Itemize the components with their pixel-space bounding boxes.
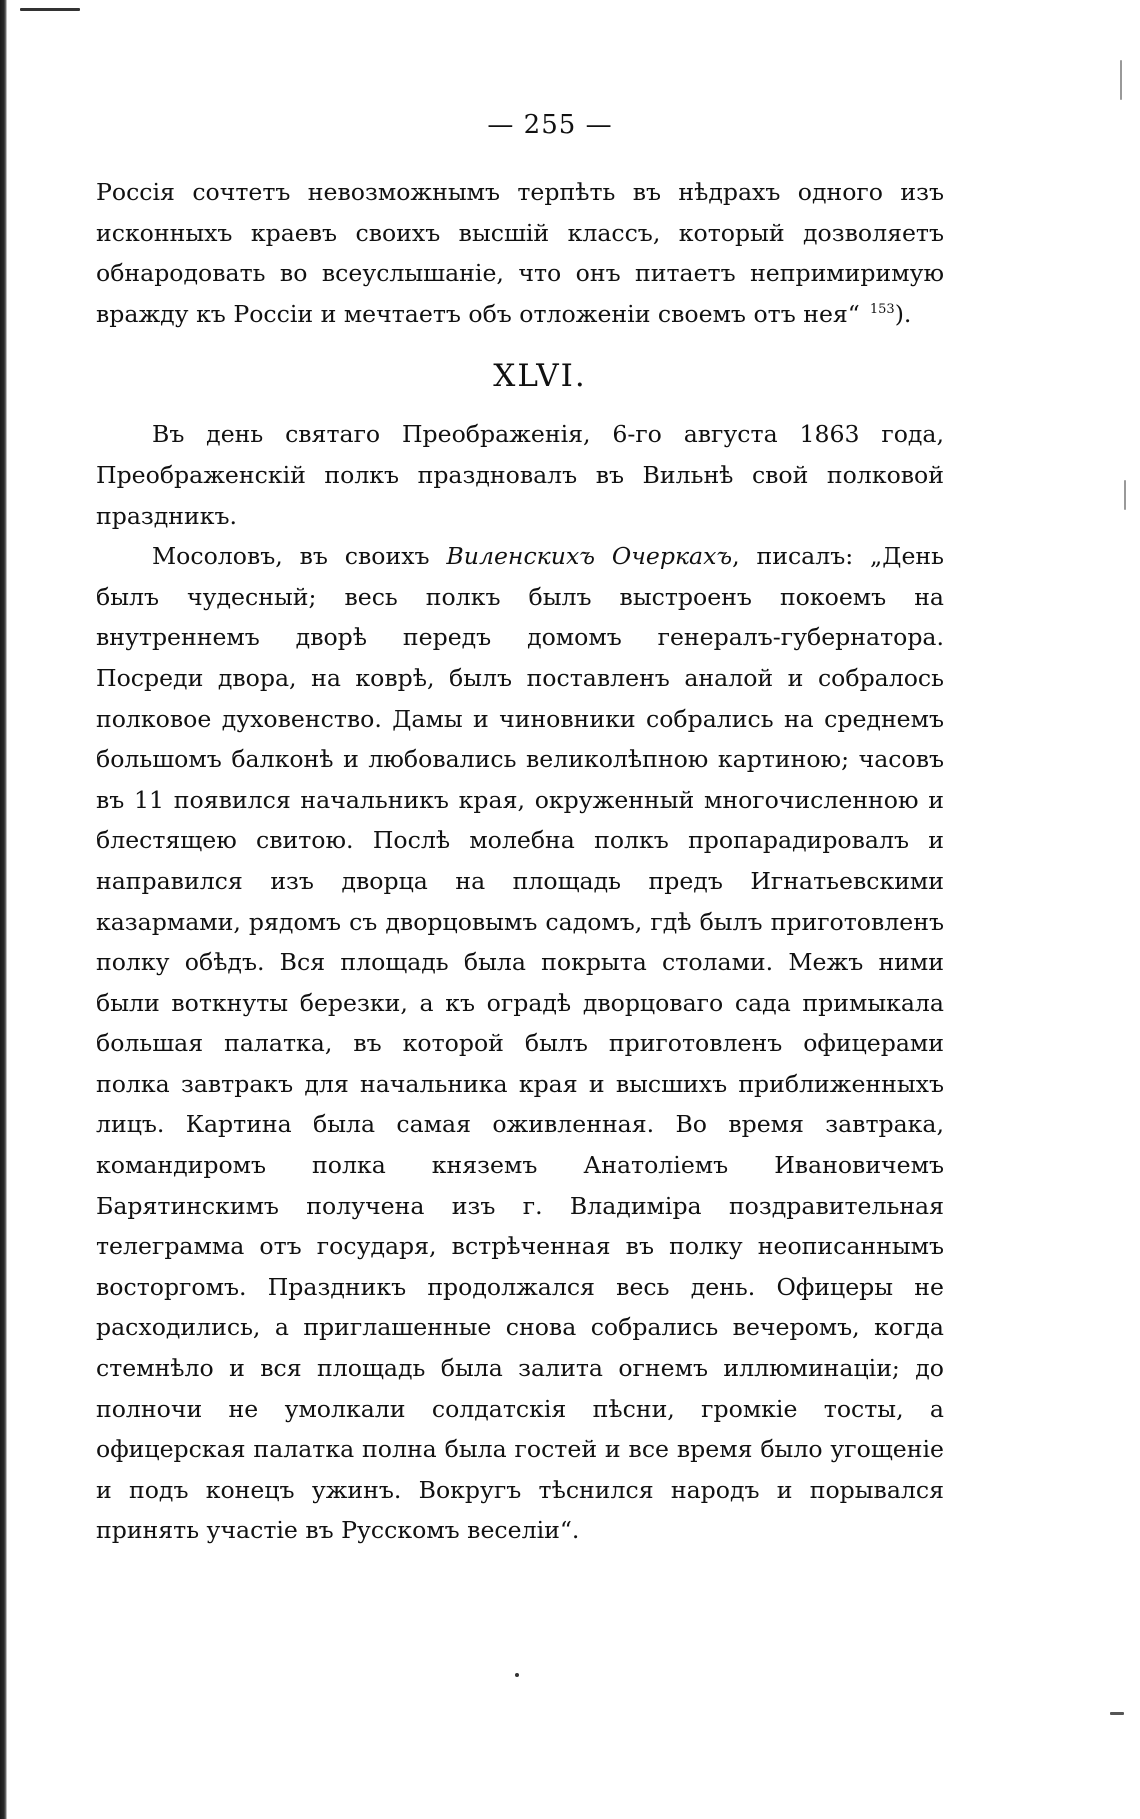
work-title: Виленскихъ Очеркахъ [446,542,733,571]
paragraph-2-lead: Мосоловъ, въ своихъ [152,542,447,571]
scan-speck [1124,480,1126,510]
continuation-tail: ). [894,299,912,328]
scan-edge [0,0,7,1819]
closing-quote: “ [847,299,860,328]
page-number: — 255 — [487,110,613,140]
paragraph-1: Въ день святаго Преображенія, 6-го августа 1863 года, Преображенскій полкъ праздновалъ въ Вильнѣ свой полковой праздникъ. [96,420,944,530]
chapter-heading: XLVI. [493,358,587,395]
paragraph-2-body: , писалъ: „День былъ чудесный; весь полкъ былъ выстроенъ покоемъ на внутреннемъ дворѣ передъ домомъ генералъ-губернатора. Посреди двора, на коврѣ, былъ поставленъ аналой и собралось полковое духовенство. Дамы и чиновники собрались на среднемъ большомъ балконѣ и любовались великолѣпною картиною; часовъ въ 11 появился начальникъ края, окруженный многочисленною и блестящею свитою. Послѣ молебна полкъ пропарадировалъ и направился изъ дворца на площадь предъ Игнатьевскими казармами, рядомъ съ дворцовымъ садомъ, гдѣ былъ приготовленъ полку обѣдъ. Вся площадь была покрыта столами. Межъ ними были воткнуты березки, а къ оградѣ дворцоваго сада примыкала большая палатка, въ которой былъ приготовленъ офицерами полка завтракъ для начальника края и высшихъ приближенныхъ лицъ. Картина была самая оживленная. Во время завтрака, командиромъ полка княземъ Анатоліемъ Ивановичемъ Барятинскимъ получена изъ г. Владиміра поздравительная телеграмма отъ государя, встрѣченная въ полку неописаннымъ восторгомъ. Праздникъ продолжался весь день. Офицеры не расходились, а приглашенные снова собрались вечеромъ, когда стемнѣло и вся площадь была залита огнемъ иллюминаціи; до полночи не умолкали солдатскія пѣсни, громкіе тосты, а офицерская палатка полна была гостей и все время было угощеніе и подъ конецъ ужинъ. Вокругъ тѣснился народъ и порывался принять участіе въ Русскомъ веселіи“. [96,542,944,1545]
scan-speck [1120,60,1122,100]
footnote-ref: 153 [869,301,895,317]
paragraph-2 [96,536,944,1551]
continuation-paragraph [96,172,944,334]
continuation-text: Россія сочтетъ невозможнымъ терпѣть въ нѣдрахъ одного изъ исконныхъ краевъ своихъ высшій классъ, который дозволяетъ обнародовать во всеуслышаніе, что онъ питаетъ непримиримую вражду къ Россіи и мечтаетъ объ отложеніи своемъ отъ нея [96,178,944,328]
scan-speck [515,1673,519,1677]
scan-speck [20,8,80,11]
scan-speck [1110,1712,1124,1715]
book-page [96,110,944,1551]
